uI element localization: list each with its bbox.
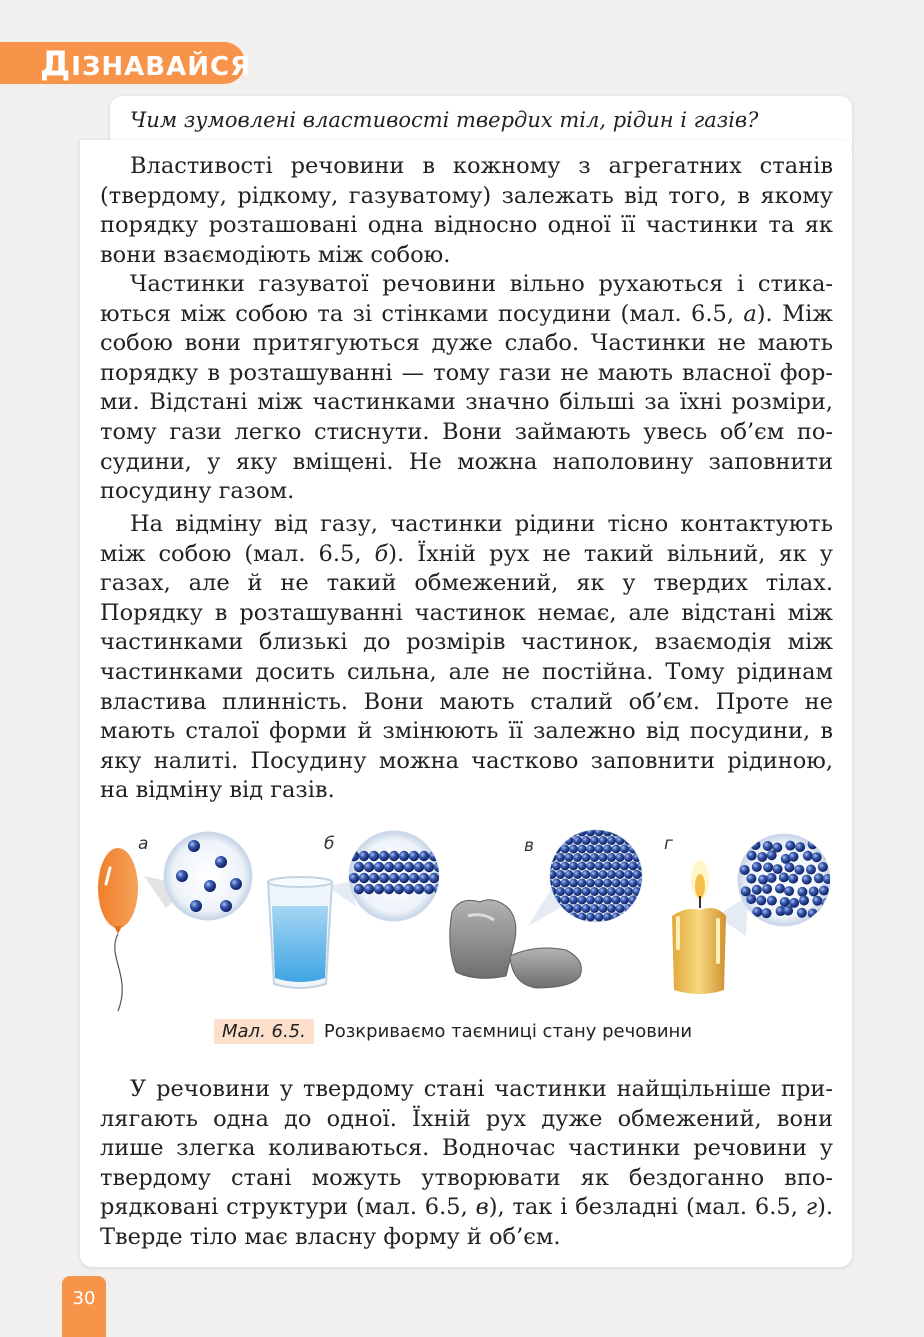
section-header-title: ДІЗНАВАЙСЯ <box>40 44 252 84</box>
figure-caption-text: Розкриваємо таємниці стану речовини <box>323 1020 693 1042</box>
question-text: Чим зумовлені властивості твердих тіл, рідин і газів? <box>130 108 759 132</box>
figure-label-b: б <box>324 834 335 854</box>
candle-solid-illustration <box>672 834 834 994</box>
paragraph-3: На відміну від газу, частинки рідини тісно контактують між собою (мал. 6.5, б). Їхній рух не такий вільний, як у газах, але й не такий обмежений, як у твердих тілах. Порядку в розташуванні частинок немає, але відстані між частинками близькі до розмірів частинок, взаємодія між частинками досить сильна, але не постійна. Тому рідинам властива плинність. Вони мають сталий об’єм. Проте не мають сталої форми й змінюють її залежно від посудини, в яку налиті. Посудину можна частково заповнити рідиною, на відміну від газів. <box>100 511 833 804</box>
figure-label-g: г <box>664 834 673 854</box>
figure-label-a: а <box>138 834 149 854</box>
figure-label-v: в <box>524 836 535 856</box>
glass-liquid-illustration <box>268 831 444 988</box>
figure-6-5 <box>96 826 836 1018</box>
page-number: 30 <box>72 1288 96 1309</box>
paragraph-1: Властивості речовини в кожному з агрегатних станів (твердому, рідкому, газуватому) залежать від того, в якому порядку розташовані одна відносно одної її частинки та як вони взаємодіють між собою. <box>100 153 833 268</box>
stone-solid-illustration <box>450 828 650 989</box>
figure-caption <box>214 1017 692 1045</box>
paragraph-2: Частинки газуватої речовини вільно рухаються і стикаються між собою та зі стінками посудини (мал. 6.5, а). Між собою вони притягуються дуже слабо. Частинки не мають порядку в розташуванні — тому гази не мають власної форми. Відстані між частинками значно більші за їхні розміри, тому гази легко стиснути. Вони займають увесь об’єм посудини, у яку вміщені. Не можна наполовину заповнити посудину газом. <box>100 271 833 505</box>
paragraph-4: У речовини у твердому стані частинки найщільніше прилягають одна до одної. Їхній рух дуже обмежений, вони лише злегка коливаються. Водночас частинки речовини у твердому стані можуть утворювати як бездоганно впорядковані структури (мал. 6.5, в), так і безладні (мал. 6.5, г). Тверде тіло має власну форму й об’єм. <box>100 1076 833 1250</box>
figure-illustration <box>96 826 836 1018</box>
balloon-gas-illustration <box>98 832 252 1011</box>
figure-caption-tag: Мал. 6.5. <box>214 1019 314 1044</box>
